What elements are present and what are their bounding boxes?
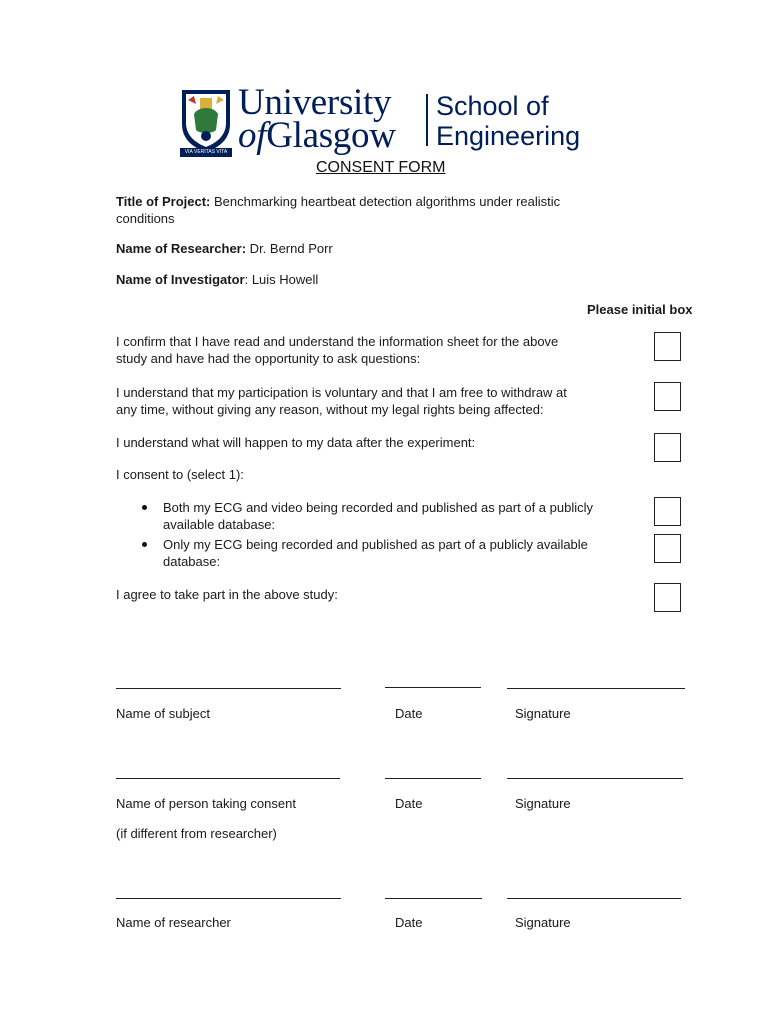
form-title: CONSENT FORM [316, 159, 446, 176]
investigator-label: Name of Investigator [116, 272, 245, 287]
project-label: Title of Project: [116, 194, 211, 209]
consent-taker-name-line[interactable] [116, 778, 340, 779]
subject-signature-label: Signature [515, 706, 571, 721]
statement-1-line2: study and have had the opportunity to ask questions: [116, 351, 421, 366]
researcher-line [116, 240, 333, 257]
initial-box-option-1[interactable] [654, 497, 681, 526]
consent-taker-signature-label: Signature [515, 796, 571, 811]
initial-box-header: Please initial box [587, 302, 693, 317]
initial-box-statement-2[interactable] [654, 382, 681, 411]
consent-taker-name-label: Name of person taking consent [116, 796, 296, 811]
researcher-signature-label: Signature [515, 915, 571, 930]
consent-taker-signature-line[interactable] [507, 778, 683, 779]
initial-box-option-2[interactable] [654, 534, 681, 563]
project-value-cont: conditions [116, 211, 175, 226]
project-value: Benchmarking heartbeat detection algorithms under realistic [210, 194, 561, 209]
university-crest-logo [180, 88, 232, 158]
project-line [116, 193, 560, 210]
consent-taker-date-line[interactable] [385, 778, 481, 779]
researcher-signature-line[interactable] [507, 898, 681, 899]
researcher-value: Dr. Bernd Porr [246, 241, 333, 256]
researcher-date-label: Date [395, 915, 423, 930]
logo-of-text: of [238, 115, 267, 156]
motto-text: VIA VERITAS VITA [184, 149, 228, 155]
investigator-line [116, 271, 318, 288]
researcher-date-line[interactable] [385, 898, 482, 899]
statement-2-line2: any time, without giving any reason, without my legal rights being affected: [116, 402, 544, 417]
statement-3-line1: I understand what will happen to my data after the experiment: [116, 435, 476, 450]
agree-label: I agree to take part in the above study: [116, 587, 338, 602]
logo-university-text: University [238, 82, 392, 123]
bullet-option-2 [142, 542, 147, 547]
initial-box-agree[interactable] [654, 583, 681, 612]
initial-box-statement-3[interactable] [654, 433, 681, 462]
consent-to-label: I consent to (select 1): [116, 467, 244, 482]
logo-divider [426, 94, 428, 146]
statement-2-line1: I understand that my participation is voluntary and that I am free to withdraw at [116, 385, 567, 400]
option-2-line2: database: [163, 554, 221, 569]
logo-engineering-text: Engineering [436, 121, 581, 151]
investigator-value: : Luis Howell [244, 272, 319, 287]
subject-date-line[interactable] [385, 687, 481, 688]
statement-1-line1: I confirm that I have read and understand the information sheet for the above [116, 334, 559, 349]
option-1-line1: Both my ECG and video being recorded and published as part of a publicly [163, 500, 593, 515]
subject-name-line[interactable] [116, 688, 341, 689]
researcher-name-line[interactable] [116, 898, 341, 899]
logo-glasgow-word: Glasgow [266, 115, 396, 156]
subject-date-label: Date [395, 706, 423, 721]
option-1-line2: available database: [163, 517, 276, 532]
option-2-line1: Only my ECG being recorded and published as part of a publicly available [163, 537, 588, 552]
researcher-name-label: Name of researcher [116, 915, 231, 930]
researcher-label: Name of Researcher: [116, 241, 247, 256]
logo-glasgow-text [238, 117, 396, 155]
initial-box-statement-1[interactable] [654, 332, 681, 361]
consent-taker-note: (if different from researcher) [116, 826, 277, 841]
logo-school-text: School of [436, 91, 549, 121]
subject-name-label: Name of subject [116, 706, 210, 721]
bullet-option-1 [142, 505, 147, 510]
subject-signature-line[interactable] [507, 688, 685, 689]
consent-taker-date-label: Date [395, 796, 423, 811]
